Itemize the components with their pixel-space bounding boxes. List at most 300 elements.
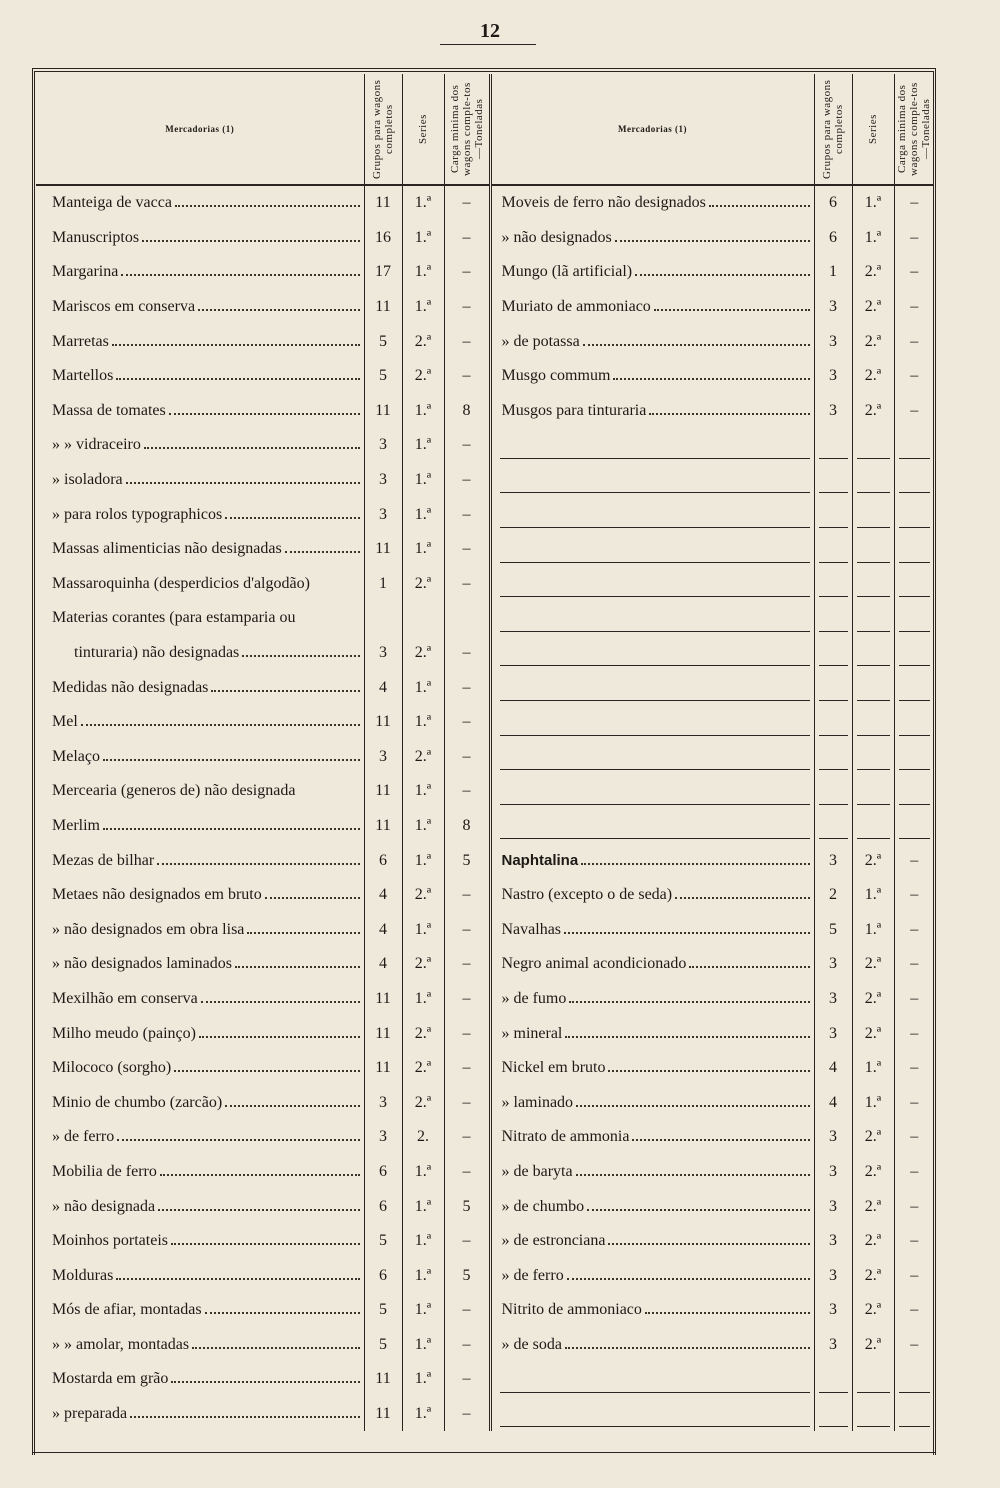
right-series-cell: 2.ª (852, 394, 894, 429)
right-goods-name (490, 1397, 814, 1432)
left-min-load-cell: – (444, 670, 490, 705)
leader-dots (608, 1243, 809, 1245)
table-row (36, 982, 934, 1017)
goods-name-text: Materias corantes (para estamparia ou (52, 609, 296, 627)
left-goods-name (36, 497, 364, 532)
right-min-load-cell (894, 636, 934, 671)
page-number-rule (440, 44, 536, 45)
table-row (36, 1085, 934, 1120)
left-group-cell: 6 (364, 1258, 402, 1293)
left-series-cell: 2.ª (402, 947, 444, 982)
right-group-cell: 2 (814, 878, 852, 913)
leader-dots (265, 897, 360, 899)
left-series-cell: 1.ª (402, 221, 444, 256)
right-goods-name (490, 670, 814, 705)
left-group-cell (364, 601, 402, 636)
right-min-load-cell (894, 567, 934, 602)
right-min-load-cell: – (894, 878, 934, 913)
table-row (36, 740, 934, 775)
right-group-cell (814, 740, 852, 775)
left-series-cell: 2.ª (402, 1085, 444, 1120)
right-min-load-cell: – (894, 1258, 934, 1293)
right-group-cell (814, 774, 852, 809)
goods-name-text: » preparada (52, 1405, 128, 1423)
left-goods-name (36, 567, 364, 602)
leader-dots (158, 1209, 359, 1211)
leader-dots (142, 240, 359, 242)
left-group-cell: 3 (364, 740, 402, 775)
left-goods-name (36, 463, 364, 498)
leader-dots (171, 1381, 359, 1383)
header-goods-right: Mercadorias (1) (490, 74, 814, 185)
right-min-load-cell: – (894, 324, 934, 359)
left-min-load-cell: – (444, 567, 490, 602)
right-goods-name (490, 1155, 814, 1190)
right-min-load-cell (894, 740, 934, 775)
left-series-cell: 1.ª (402, 1258, 444, 1293)
left-goods-name (36, 1189, 364, 1224)
goods-name-text: Milococo (sorgho) (52, 1059, 172, 1077)
leader-dots (157, 863, 359, 865)
right-min-load-cell: – (894, 1189, 934, 1224)
right-min-load-cell: – (894, 359, 934, 394)
goods-table (36, 74, 934, 1431)
goods-name-text: Massa de tomates (52, 401, 166, 419)
leader-dots (116, 378, 359, 380)
right-series-cell (852, 463, 894, 498)
right-series-cell: 2.ª (852, 1328, 894, 1363)
leader-dots (635, 274, 809, 276)
left-min-load-cell: – (444, 1397, 490, 1432)
left-min-load-cell: – (444, 221, 490, 256)
right-goods-name (490, 1016, 814, 1051)
leader-dots (569, 1001, 809, 1003)
goods-name-text: Minio de chumbo (zarcão) (52, 1093, 223, 1111)
left-group-cell: 11 (364, 982, 402, 1017)
leader-dots (583, 344, 810, 346)
left-min-load-cell: – (444, 1293, 490, 1328)
goods-name-text: » não designados em obra lisa (52, 920, 245, 938)
right-min-load-cell (894, 670, 934, 705)
right-group-cell (814, 601, 852, 636)
right-goods-name (490, 185, 814, 221)
right-min-load-cell: – (894, 1155, 934, 1190)
left-min-load-cell: – (444, 947, 490, 982)
right-series-cell: 2.ª (852, 1258, 894, 1293)
right-min-load-cell: – (894, 1293, 934, 1328)
leader-dots (126, 482, 360, 484)
left-min-load-cell: – (444, 185, 490, 221)
left-series-cell: 1.ª (402, 497, 444, 532)
left-goods-name (36, 1258, 364, 1293)
table-row (36, 532, 934, 567)
leader-dots (174, 1070, 359, 1072)
header-groups-right: Grupos para wagons completos (814, 74, 852, 185)
left-series-cell: 2.ª (402, 359, 444, 394)
right-series-cell: 2.ª (852, 1189, 894, 1224)
right-min-load-cell (894, 428, 934, 463)
leader-dots (581, 863, 809, 865)
right-goods-name (490, 221, 814, 256)
right-goods-name (490, 843, 814, 878)
right-goods-name (490, 1085, 814, 1120)
right-min-load-cell: – (894, 912, 934, 947)
right-min-load-cell: – (894, 255, 934, 290)
left-group-cell: 6 (364, 843, 402, 878)
left-series-cell: 1.ª (402, 982, 444, 1017)
goods-name-text: Musgos para tinturaria (501, 401, 647, 419)
right-min-load-cell: – (894, 1085, 934, 1120)
left-group-cell: 5 (364, 1224, 402, 1259)
left-series-cell: 2.ª (402, 878, 444, 913)
goods-name-text: Manuscriptos (52, 228, 140, 246)
right-min-load-cell (894, 497, 934, 532)
goods-name-text: Nickel em bruto (501, 1059, 606, 1077)
right-group-cell (814, 1397, 852, 1432)
right-group-cell: 6 (814, 185, 852, 221)
right-goods-name (490, 878, 814, 913)
goods-name-text: tinturaria) não designadas (74, 644, 240, 662)
right-goods-name (490, 1258, 814, 1293)
left-min-load-cell: – (444, 255, 490, 290)
right-series-cell (852, 636, 894, 671)
left-series-cell: 1.ª (402, 185, 444, 221)
left-goods-name (36, 636, 364, 671)
left-goods-name (36, 1362, 364, 1397)
right-group-cell (814, 463, 852, 498)
table-row (36, 809, 934, 844)
table-row (36, 878, 934, 913)
bottom-rule (32, 1452, 936, 1453)
goods-name-text: Massas alimenticias não designadas (52, 540, 282, 558)
leader-dots (201, 1001, 360, 1003)
right-series-cell: 1.ª (852, 1051, 894, 1086)
leader-dots (645, 1312, 810, 1314)
left-min-load-cell: – (444, 532, 490, 567)
left-goods-name (36, 601, 364, 636)
right-series-cell (852, 705, 894, 740)
right-group-cell (814, 809, 852, 844)
left-group-cell: 5 (364, 1328, 402, 1363)
table-row (36, 912, 934, 947)
goods-name-text: » isoladora (52, 471, 123, 489)
left-group-cell: 3 (364, 1085, 402, 1120)
goods-name-text: » » amolar, montadas (52, 1335, 190, 1353)
right-series-cell: 2.ª (852, 1016, 894, 1051)
left-series-cell: 2.ª (402, 567, 444, 602)
left-goods-name (36, 982, 364, 1017)
left-min-load-cell: – (444, 912, 490, 947)
right-min-load-cell (894, 463, 934, 498)
left-goods-name (36, 1016, 364, 1051)
header-series-left: Series (402, 74, 444, 185)
left-goods-name (36, 947, 364, 982)
left-min-load-cell: – (444, 428, 490, 463)
leader-dots (192, 1347, 359, 1349)
right-min-load-cell (894, 532, 934, 567)
right-group-cell: 3 (814, 359, 852, 394)
left-series-cell: 1.ª (402, 394, 444, 429)
right-group-cell: 3 (814, 290, 852, 325)
right-goods-name (490, 809, 814, 844)
goods-name-text: Mel (52, 713, 78, 731)
left-goods-name (36, 1328, 364, 1363)
leader-dots (565, 1347, 810, 1349)
left-goods-name (36, 532, 364, 567)
right-series-cell (852, 1397, 894, 1432)
table-row (36, 394, 934, 429)
right-group-cell: 3 (814, 1155, 852, 1190)
right-group-cell: 4 (814, 1085, 852, 1120)
right-goods-name (490, 532, 814, 567)
left-series-cell: 1.ª (402, 774, 444, 809)
right-goods-name (490, 1293, 814, 1328)
goods-name-text: Mungo (lã artificial) (501, 263, 633, 281)
right-series-cell (852, 670, 894, 705)
right-min-load-cell: – (894, 843, 934, 878)
goods-name-text: Mexilhão em conserva (52, 989, 198, 1007)
goods-name-text: Musgo commum (501, 367, 611, 385)
left-series-cell: 1.ª (402, 1362, 444, 1397)
right-series-cell: 2.ª (852, 1224, 894, 1259)
table-row (36, 1189, 934, 1224)
leader-dots (235, 966, 360, 968)
right-goods-name (490, 947, 814, 982)
left-group-cell: 4 (364, 912, 402, 947)
goods-name-text: Molduras (52, 1266, 114, 1284)
leader-dots (576, 1105, 809, 1107)
left-group-cell: 6 (364, 1155, 402, 1190)
right-goods-name (490, 1189, 814, 1224)
goods-name-text: Margarina (52, 263, 119, 281)
left-series-cell: 1.ª (402, 705, 444, 740)
left-min-load-cell: – (444, 1051, 490, 1086)
leader-dots (689, 966, 809, 968)
left-series-cell: 1.ª (402, 1293, 444, 1328)
table-row (36, 774, 934, 809)
left-min-load-cell: 5 (444, 1189, 490, 1224)
leader-dots (112, 344, 360, 346)
goods-name-text: » de ferro (52, 1128, 115, 1146)
right-goods-name (490, 567, 814, 602)
left-goods-name (36, 1120, 364, 1155)
goods-name-text: Melaço (52, 747, 100, 765)
leader-dots (81, 724, 360, 726)
goods-name-text: Milho meudo (painço) (52, 1024, 196, 1042)
table-header-row (36, 74, 934, 185)
leader-dots (632, 1139, 809, 1141)
left-group-cell: 11 (364, 1362, 402, 1397)
right-min-load-cell: – (894, 947, 934, 982)
left-min-load-cell: – (444, 740, 490, 775)
header-groups-left: Grupos para wagons completos (364, 74, 402, 185)
left-series-cell: 1.ª (402, 912, 444, 947)
left-group-cell: 11 (364, 1397, 402, 1432)
left-goods-name (36, 774, 364, 809)
leader-dots (117, 1139, 359, 1141)
left-group-cell: 4 (364, 947, 402, 982)
goods-name-text: Martellos (52, 367, 114, 385)
goods-name-text: Moinhos portateis (52, 1232, 168, 1250)
right-min-load-cell: – (894, 1051, 934, 1086)
left-series-cell: 1.ª (402, 1328, 444, 1363)
table-row (36, 1224, 934, 1259)
right-series-cell (852, 740, 894, 775)
right-series-cell (852, 428, 894, 463)
left-goods-name (36, 670, 364, 705)
goods-name-text: Mercearia (generos de) não designada (52, 782, 296, 800)
right-series-cell: 1.ª (852, 185, 894, 221)
goods-name-text: Mobilia de ferro (52, 1162, 157, 1180)
right-series-cell: 2.ª (852, 1293, 894, 1328)
leader-dots (160, 1174, 360, 1176)
goods-name-text: Mostarda em grão (52, 1370, 169, 1388)
table-row (36, 255, 934, 290)
leader-dots (103, 828, 360, 830)
left-goods-name (36, 221, 364, 256)
left-group-cell: 16 (364, 221, 402, 256)
right-series-cell: 2.ª (852, 290, 894, 325)
right-group-cell: 5 (814, 912, 852, 947)
left-series-cell: 2.ª (402, 324, 444, 359)
right-group-cell: 3 (814, 394, 852, 429)
left-group-cell: 6 (364, 1189, 402, 1224)
right-series-cell: 2.ª (852, 1120, 894, 1155)
left-goods-name (36, 324, 364, 359)
table-row (36, 324, 934, 359)
right-group-cell (814, 567, 852, 602)
goods-name-text: Medidas não designadas (52, 678, 209, 696)
left-series-cell: 1.ª (402, 1224, 444, 1259)
right-group-cell (814, 428, 852, 463)
right-goods-name (490, 497, 814, 532)
right-group-cell: 3 (814, 1224, 852, 1259)
right-series-cell: 2.ª (852, 843, 894, 878)
right-series-cell: 2.ª (852, 1155, 894, 1190)
right-group-cell: 3 (814, 1016, 852, 1051)
goods-name-text: Muriato de ammoniaco (501, 298, 651, 316)
left-series-cell: 1.ª (402, 290, 444, 325)
leader-dots (116, 1278, 359, 1280)
right-goods-name (490, 1224, 814, 1259)
table-row (36, 1016, 934, 1051)
right-group-cell: 3 (814, 1258, 852, 1293)
left-goods-name (36, 1293, 364, 1328)
left-min-load-cell (444, 601, 490, 636)
goods-name-text: » de ferro (501, 1266, 564, 1284)
right-min-load-cell (894, 1362, 934, 1397)
right-goods-name (490, 1120, 814, 1155)
right-group-cell (814, 532, 852, 567)
leader-dots (103, 759, 360, 761)
right-goods-name (490, 740, 814, 775)
left-goods-name (36, 1051, 364, 1086)
leader-dots (675, 897, 809, 899)
leader-dots (211, 690, 359, 692)
table-row (36, 1328, 934, 1363)
goods-name-text: Manteiga de vacca (52, 194, 172, 212)
header-min-load-right: Carga minima dos wagons comple-tos—Toneladas (894, 74, 934, 185)
left-group-cell: 11 (364, 1016, 402, 1051)
table-row (36, 359, 934, 394)
right-min-load-cell (894, 1397, 934, 1432)
leader-dots (564, 932, 809, 934)
right-group-cell: 4 (814, 1051, 852, 1086)
left-min-load-cell: – (444, 636, 490, 671)
table-row (36, 497, 934, 532)
left-min-load-cell: – (444, 878, 490, 913)
left-group-cell: 3 (364, 636, 402, 671)
left-goods-name (36, 740, 364, 775)
table-row (36, 1155, 934, 1190)
right-goods-name (490, 705, 814, 740)
right-group-cell: 3 (814, 1120, 852, 1155)
goods-name-text: Merlim (52, 816, 100, 834)
left-goods-name (36, 428, 364, 463)
header-series-right: Series (852, 74, 894, 185)
left-goods-name (36, 1155, 364, 1190)
right-min-load-cell (894, 601, 934, 636)
leader-dots (247, 932, 359, 934)
left-min-load-cell: – (444, 1155, 490, 1190)
left-min-load-cell: – (444, 290, 490, 325)
leader-dots (121, 274, 359, 276)
table-row (36, 1120, 934, 1155)
leader-dots (608, 1070, 809, 1072)
goods-name-text: Moveis de ferro não designados (501, 194, 706, 212)
goods-name-text: Mariscos em conserva (52, 298, 196, 316)
left-series-cell: 1.ª (402, 809, 444, 844)
right-min-load-cell: – (894, 394, 934, 429)
left-series-cell: 1.ª (402, 428, 444, 463)
table-row (36, 463, 934, 498)
goods-name-text: Marretas (52, 332, 109, 350)
right-goods-name (490, 324, 814, 359)
left-group-cell: 3 (364, 497, 402, 532)
left-series-cell: 1.ª (402, 1189, 444, 1224)
left-goods-name (36, 809, 364, 844)
goods-name-text: Mezas de bilhar (52, 851, 155, 869)
right-series-cell: 2.ª (852, 255, 894, 290)
left-series-cell: 1.ª (402, 463, 444, 498)
right-min-load-cell: – (894, 1016, 934, 1051)
left-min-load-cell: – (444, 463, 490, 498)
left-group-cell: 11 (364, 774, 402, 809)
page-number: 12 (480, 20, 500, 42)
goods-name-text: Nitrato de ammonia (501, 1128, 630, 1146)
table-row (36, 670, 934, 705)
left-group-cell: 5 (364, 324, 402, 359)
goods-name-text: Massaroquinha (desperdicios d'algodão) (52, 574, 310, 592)
left-group-cell: 11 (364, 394, 402, 429)
right-goods-name (490, 428, 814, 463)
left-min-load-cell: – (444, 1085, 490, 1120)
left-min-load-cell: 8 (444, 394, 490, 429)
left-group-cell: 11 (364, 290, 402, 325)
right-group-cell: 3 (814, 982, 852, 1017)
right-min-load-cell: – (894, 185, 934, 221)
left-goods-name (36, 290, 364, 325)
right-min-load-cell (894, 774, 934, 809)
left-series-cell: 2.ª (402, 636, 444, 671)
goods-name-text: Negro animal acondicionado (501, 955, 687, 973)
goods-name-text: Nitrito de ammoniaco (501, 1301, 642, 1319)
leader-dots (130, 1416, 359, 1418)
left-min-load-cell: – (444, 324, 490, 359)
right-group-cell: 1 (814, 255, 852, 290)
right-group-cell: 3 (814, 1189, 852, 1224)
left-group-cell: 4 (364, 878, 402, 913)
